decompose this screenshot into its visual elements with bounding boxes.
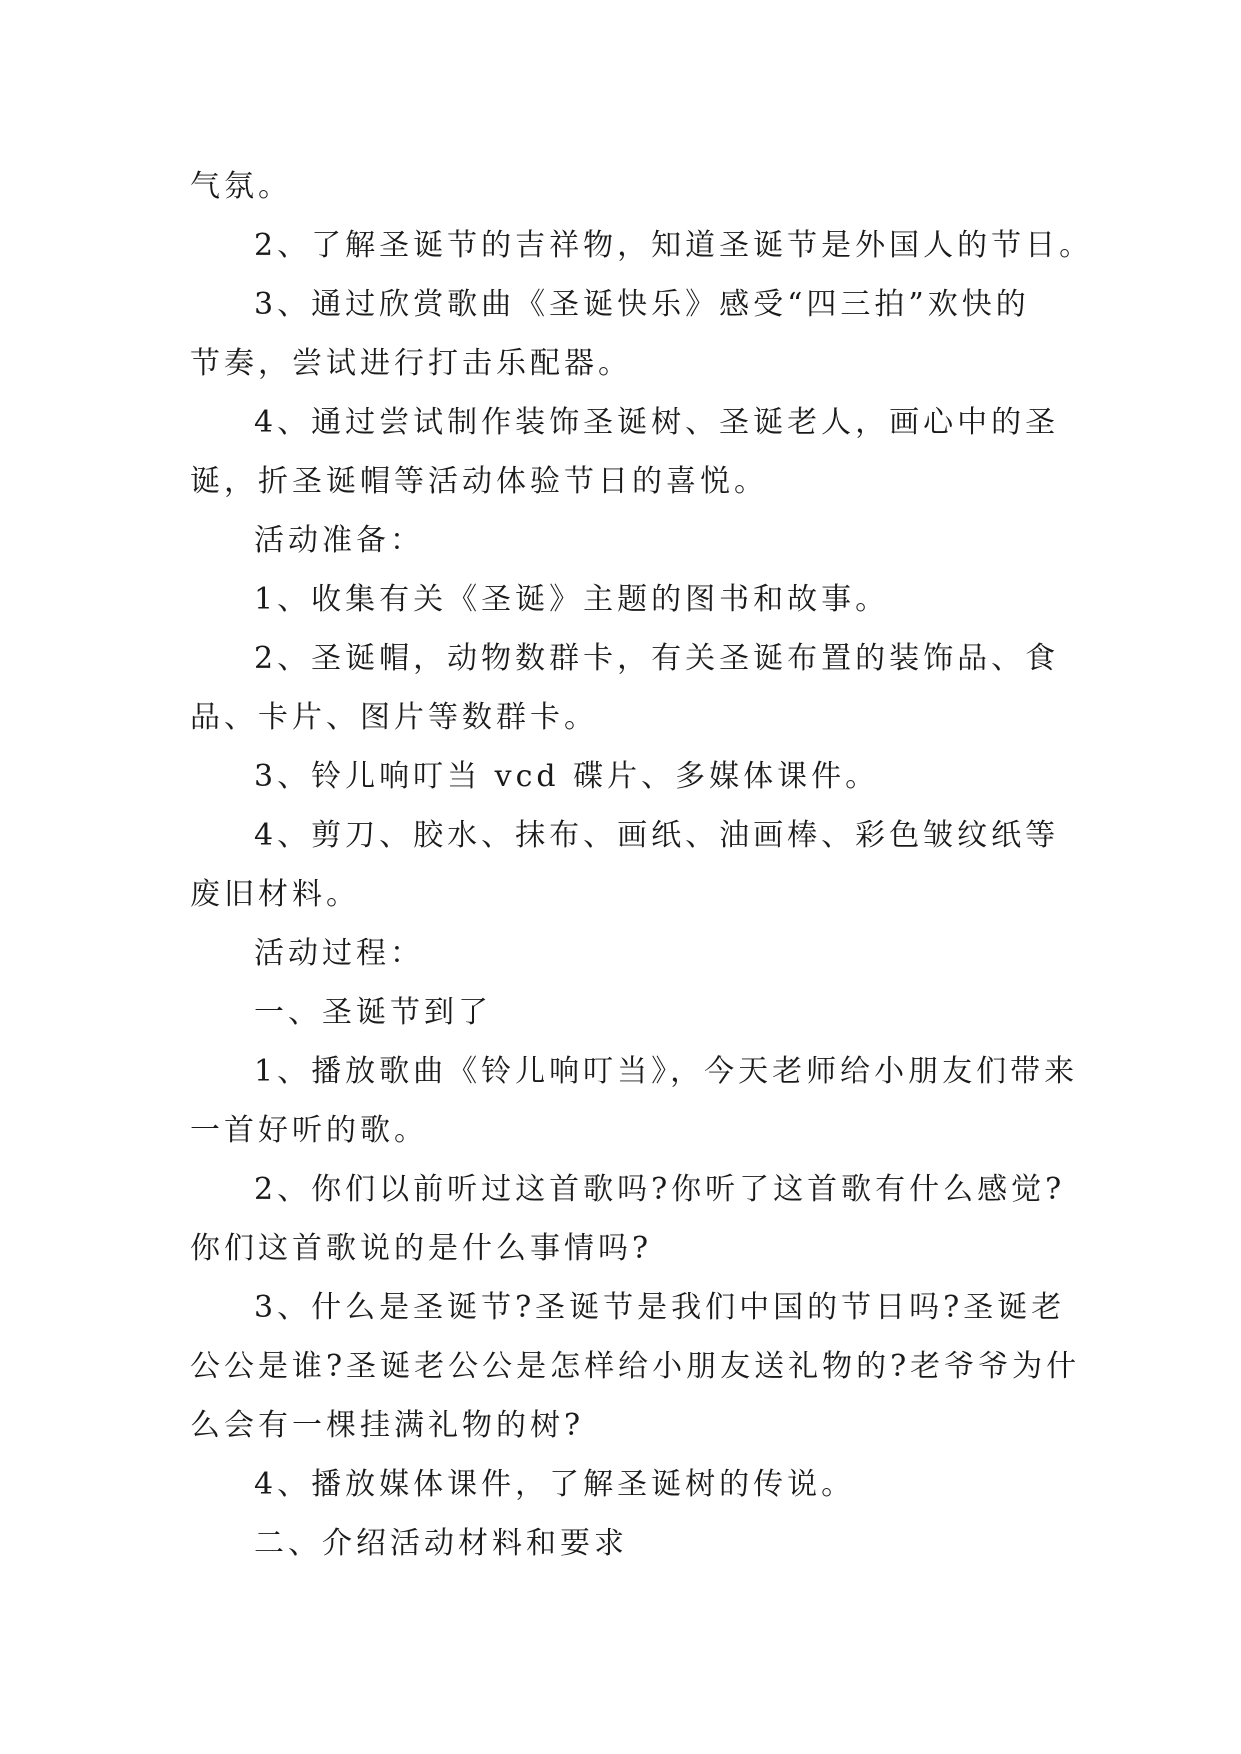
text-line: 3、铃儿响叮当 vcd 碟片、多媒体课件。	[254, 759, 880, 794]
text-line: 3、通过欣赏歌曲《圣诞快乐》感受“四三拍”欢快的	[254, 287, 1030, 322]
text-line: 2、你们以前听过这首歌吗?你听了这首歌有什么感觉?	[254, 1172, 1066, 1207]
text-line: 你们这首歌说的是什么事情吗?	[190, 1231, 653, 1266]
text-line: 4、剪刀、胶水、抹布、画纸、油画棒、彩色皱纹纸等	[254, 818, 1060, 853]
text-line: 公公是谁?圣诞老公公是怎样给小朋友送礼物的?老爷爷为什	[190, 1349, 1081, 1384]
subsection-heading: 一、圣诞节到了	[254, 995, 492, 1030]
text-line: 2、了解圣诞节的吉祥物，知道圣诞节是外国人的节日。	[254, 228, 1094, 263]
text-line: 么会有一棵挂满礼物的树?	[190, 1408, 585, 1443]
text-line: 诞，折圣诞帽等活动体验节日的喜悦。	[190, 464, 768, 499]
text-line: 3、什么是圣诞节?圣诞节是我们中国的节日吗?圣诞老	[254, 1290, 1066, 1325]
section-heading: 活动准备：	[254, 523, 424, 558]
text-line: 2、圣诞帽，动物数群卡，有关圣诞布置的装饰品、食	[254, 641, 1060, 676]
subsection-heading: 二、介绍活动材料和要求	[254, 1526, 628, 1561]
text-line: 4、通过尝试制作装饰圣诞树、圣诞老人，画心中的圣	[254, 405, 1060, 440]
text-line: 1、收集有关《圣诞》主题的图书和故事。	[254, 582, 890, 617]
text-line: 1、播放歌曲《铃儿响叮当》，今天老师给小朋友们带来	[254, 1054, 1079, 1089]
text-line: 4、播放媒体课件，了解圣诞树的传说。	[254, 1467, 856, 1502]
text-line: 气氛。	[190, 169, 292, 204]
text-line: 节奏，尝试进行打击乐配器。	[190, 346, 632, 381]
text-line: 品、卡片、图片等数群卡。	[190, 700, 598, 735]
text-line: 一首好听的歌。	[190, 1113, 428, 1148]
document-page	[190, 157, 1094, 1573]
text-line: 废旧材料。	[190, 877, 360, 912]
section-heading: 活动过程：	[254, 936, 424, 971]
